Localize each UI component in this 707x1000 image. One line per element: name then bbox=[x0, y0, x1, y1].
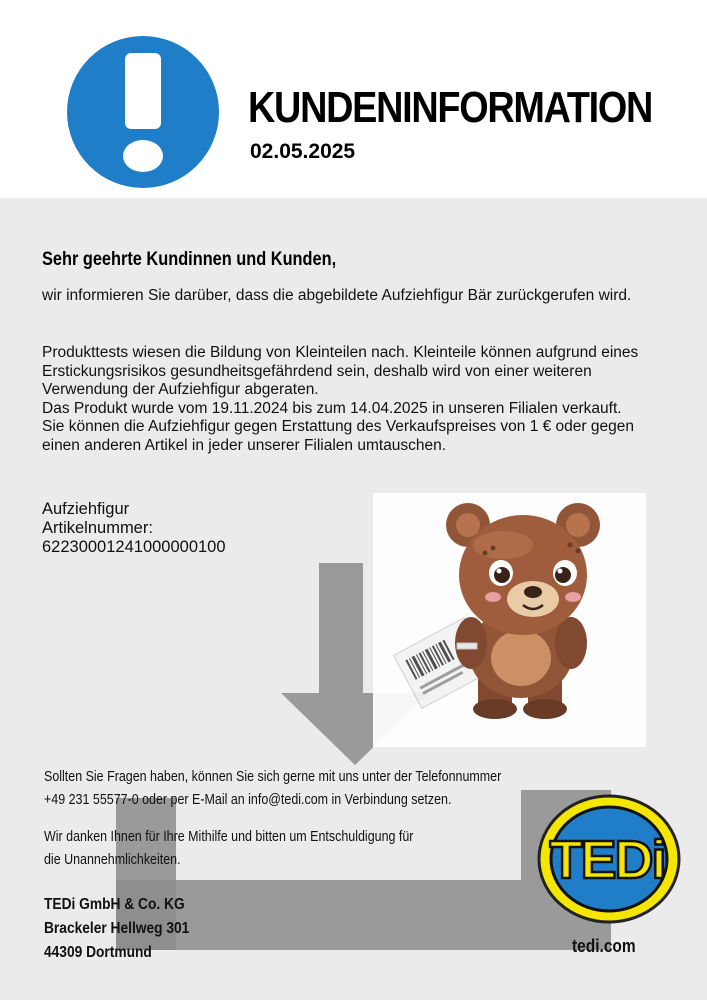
company-address bbox=[44, 893, 189, 965]
article-info bbox=[42, 500, 226, 557]
product-image bbox=[373, 493, 646, 747]
thanks-text bbox=[44, 826, 413, 872]
notice-date: 02.05.2025 bbox=[250, 140, 356, 163]
thanks-line: die Unannehmlichkeiten. bbox=[44, 852, 181, 868]
page-title: KUNDENINFORMATION bbox=[248, 83, 653, 132]
thanks-line: Wir danken Ihnen für Ihre Mithilfe und bitten um Entschuldigung für bbox=[44, 829, 414, 845]
contact-text bbox=[44, 766, 501, 812]
details-line: Produkttests wiesen die Bildung von Kleinteilen nach. Kleinteile können aufgrund eines Erstickungsrisikos gesundheitsgefährdend sein, deshalb wird von einer weiteren Verwendung der Aufziehfigur abgeraten. bbox=[42, 344, 639, 398]
logo-url: tedi.com bbox=[572, 936, 636, 956]
greeting: Sehr geehrte Kundinnen und Kunden, bbox=[42, 249, 337, 270]
intro-paragraph: wir informieren Sie darüber, dass die abgebildete Aufziehfigur Bär zurückgerufen wird. bbox=[42, 287, 632, 304]
company-street: Brackeler Hellweg 301 bbox=[44, 920, 190, 937]
company-name: TEDi GmbH & Co. KG bbox=[44, 896, 185, 913]
details-paragraph bbox=[42, 344, 662, 455]
article-number: 62230001241000000100 bbox=[42, 538, 226, 556]
details-line: Sie können die Aufziehfigur gegen Erstattung des Verkaufspreises von 1 € oder gegen einen anderen Artikel in jeder unserer Filialen umtauschen. bbox=[42, 418, 634, 454]
article-name: Aufziehfigur bbox=[42, 500, 130, 518]
contact-line: +49 231 55577-0 oder per E-Mail an info@tedi.com in Verbindung setzen. bbox=[44, 792, 452, 808]
article-number-label: Artikelnummer: bbox=[42, 519, 153, 537]
logo-text: TEDi bbox=[549, 830, 665, 890]
tedi-logo bbox=[527, 792, 687, 927]
company-city: 44309 Dortmund bbox=[44, 944, 152, 961]
details-line: Das Produkt wurde vom 19.11.2024 bis zum 14.04.2025 in unseren Filialen verkauft. bbox=[42, 399, 622, 417]
contact-line: Sollten Sie Fragen haben, können Sie sich gerne mit uns unter der Telefonnummer bbox=[44, 769, 502, 785]
bear-toy-image bbox=[373, 493, 646, 747]
